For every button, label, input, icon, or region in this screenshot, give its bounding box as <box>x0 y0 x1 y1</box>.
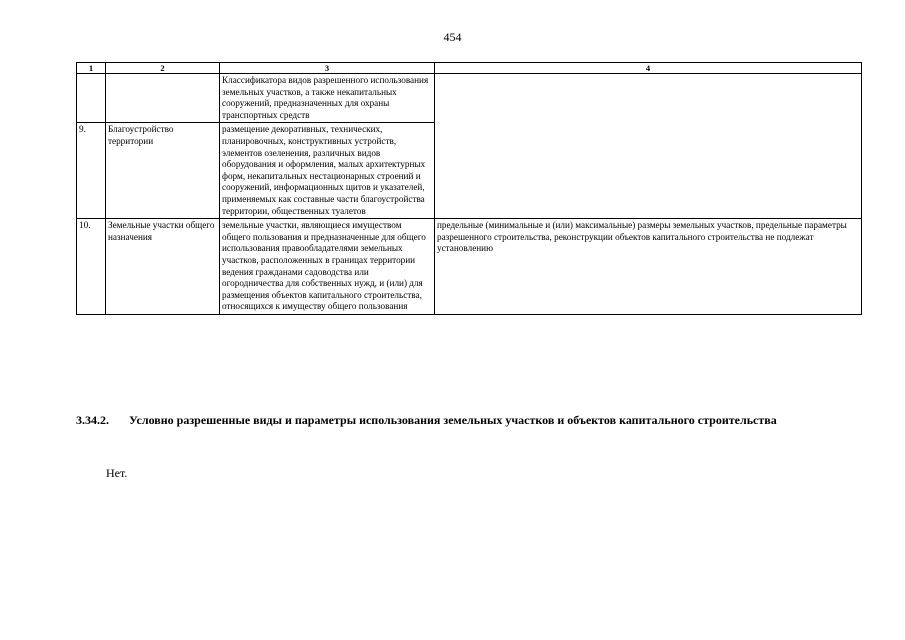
row-number-cell: 9. <box>77 123 106 219</box>
section-note: Нет. <box>106 466 128 480</box>
section-title: Условно разрешенные виды и параметры использования земельных участков и объектов капитального строительства <box>129 413 777 427</box>
parameters-cell <box>435 74 862 219</box>
column-header-3: 3 <box>220 63 435 74</box>
section-number: 3.34.2. <box>76 413 109 427</box>
use-type-name-cell: Земельные участки общего назначения <box>106 219 220 315</box>
column-header-4: 4 <box>435 63 862 74</box>
use-type-description-cell: размещение декоративных, технических, планировочных, конструктивных устройств, элементов озеленения, различных видов оборудования и оформления, малых архитектурных форм, некапитальных нестационарных строений и сооружений, информационных щитов и указателей, применяемых как составные части благоустройства территории, общественных туалетов <box>220 123 435 219</box>
row-number-cell: 10. <box>77 219 106 315</box>
table-header-row <box>77 63 862 74</box>
page-number: 454 <box>443 30 462 44</box>
use-type-description-cell: земельные участки, являющиеся имуществом общего пользования и предназначенные для общего использования правообладателями земельных участков, расположенных в границах территории ведения гражданами садоводства или огородничества для собственных нужд, и (или) для размещения объектов капитального строительства, относящихся к имуществу общего пользования <box>220 219 435 315</box>
land-use-table <box>76 62 862 315</box>
table-row <box>77 219 862 315</box>
use-type-description-cell: Классификатора видов разрешенного использования земельных участков, а также некапитальных сооружений, предназначенных для охраны транспортных средств <box>220 74 435 123</box>
table-row <box>77 74 862 123</box>
row-number-cell <box>77 74 106 123</box>
column-header-2: 2 <box>106 63 220 74</box>
parameters-cell: предельные (минимальные и (или) максимальные) размеры земельных участков, предельные параметры разрешенного строительства, реконструкции объектов капитального строительства не подлежат установлению <box>435 219 862 315</box>
use-type-name-cell: Благоустройство территории <box>106 123 220 219</box>
column-header-1: 1 <box>77 63 106 74</box>
use-type-name-cell <box>106 74 220 123</box>
section-heading <box>76 412 861 428</box>
